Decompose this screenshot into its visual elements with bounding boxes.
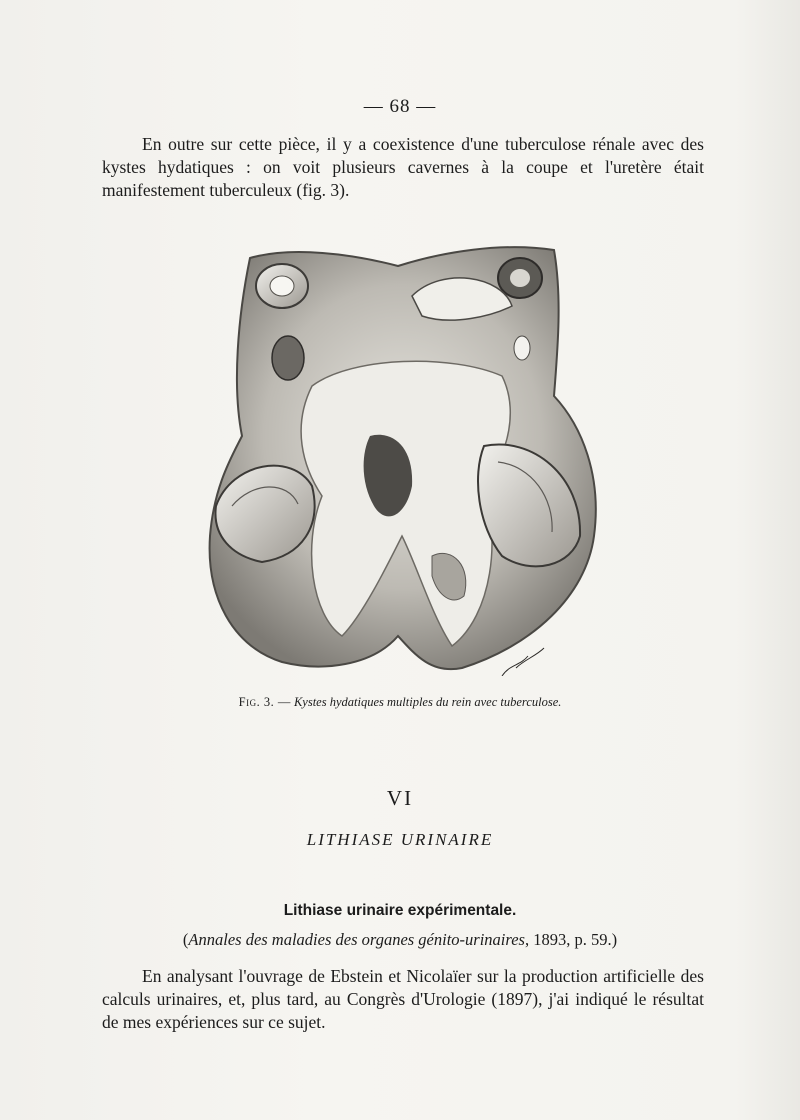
kidney-illustration [202, 236, 606, 676]
figure-caption-text: Kystes hydatiques multiples du rein avec tuberculose. [293, 695, 562, 709]
figure-label: Fig. 3. — [238, 695, 291, 709]
reference-open: ( [182, 930, 189, 949]
figure-caption [0, 695, 800, 710]
body-paragraph [102, 965, 704, 1034]
section-title: LITHIASE URINAIRE [306, 830, 494, 849]
article-reference [0, 930, 800, 950]
cavern-right-small [514, 336, 530, 360]
reference-details: , 1893, p. 59.) [524, 930, 618, 949]
article-title: Lithiase urinaire expérimentale. [283, 902, 517, 919]
artist-signature [502, 648, 544, 676]
kidney-section-drawing [202, 236, 606, 676]
reference-journal: Annales des maladies des organes génito-urinaires [188, 930, 525, 949]
cyst-upper-right-core [510, 269, 530, 287]
body-paragraph-text: En analysant l'ouvrage de Ebstein et Nicolaïer sur la production artificielle des calculs urinaires, et, plus tard, au Congrès d'Urologie (1897), j'ai indiqué le résultat de mes expériences sur ce sujet. [102, 966, 704, 1032]
intro-paragraph [102, 133, 704, 202]
intro-paragraph-text: En outre sur cette pièce, il y a coexistence d'une tuberculose rénale avec des kystes hydatiques : on voit plusieurs cavernes à la coupe et l'uretère était manifestement tuberculeux (fig. 3). [102, 134, 704, 200]
page-number: — 68 — [363, 96, 437, 117]
cavern-left [272, 336, 304, 380]
section-number: VI [386, 786, 414, 810]
cyst-upper-left-core [270, 276, 294, 296]
